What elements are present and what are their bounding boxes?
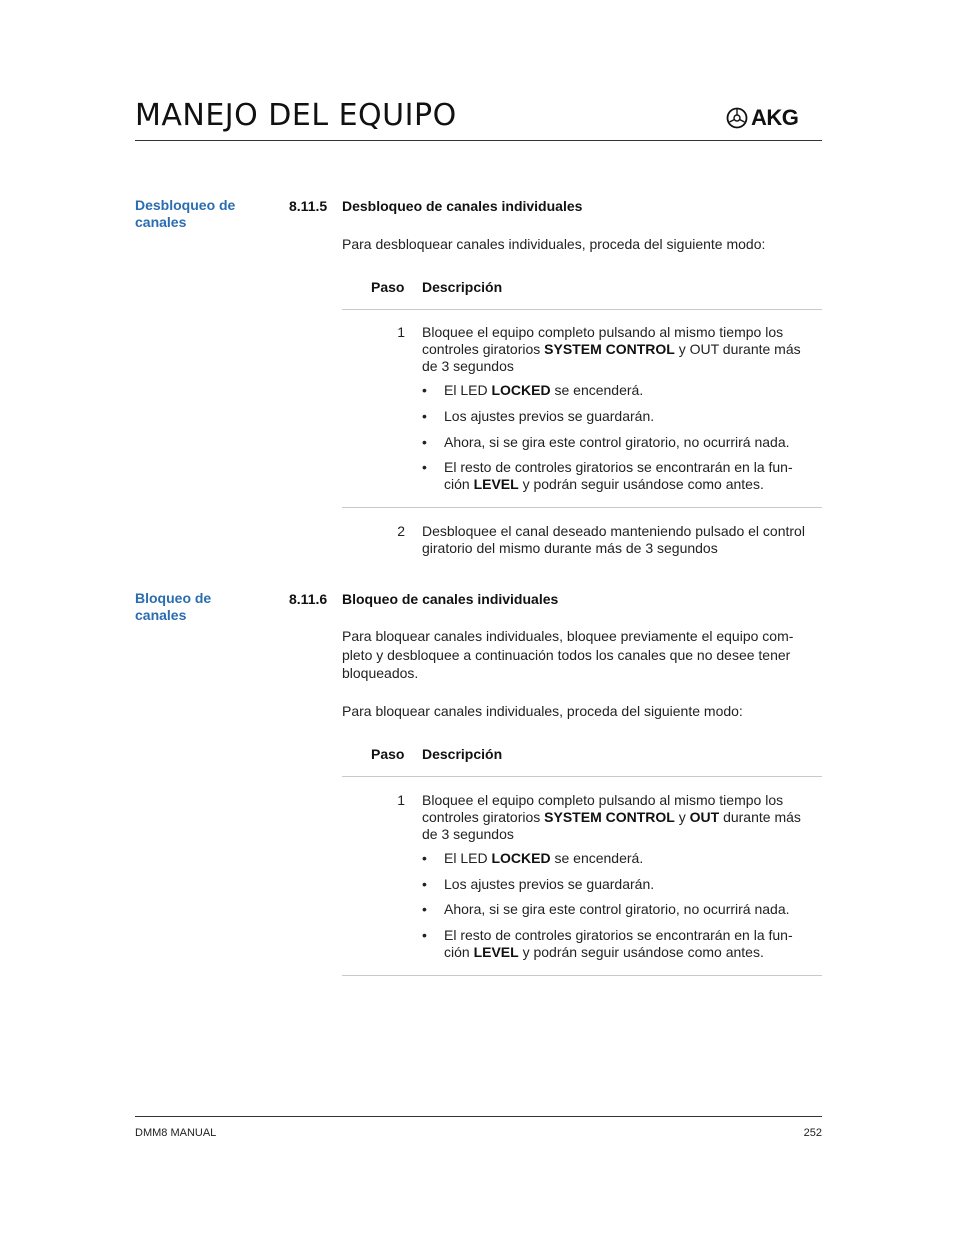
section-title: Bloqueo de canales individuales (342, 591, 559, 607)
step-description: Bloquee el equipo completo pulsando al mismo tiempo los controles giratorios SYSTEM CONTROL y OUT durante más de 3 segundos (422, 324, 801, 374)
step-number: 1 (397, 792, 405, 808)
step-number: 2 (397, 523, 405, 539)
page-title: MANEJO DEL EQUIPO (135, 98, 457, 133)
intro-paragraph: Para bloquear canales individuales, bloquee previamente el equipo com-pleto y desbloquee a continuación todos los canales que no desee tener bloqueados. (342, 628, 794, 681)
step-description: Desbloquee el canal deseado manteniendo pulsado el control giratorio del mismo durante más de 3 segundos (422, 523, 805, 556)
side-heading-unlock: Desbloqueo de canales (135, 197, 236, 230)
table-divider (342, 975, 822, 976)
section-title: Desbloqueo de canales individuales (342, 198, 583, 214)
table-header-step: Paso (371, 746, 405, 762)
logo-text: AKG (751, 105, 799, 130)
akg-emblem-icon (726, 107, 748, 129)
intro-paragraph: Para desbloquear canales individuales, proceda del siguiente modo: (342, 236, 766, 252)
table-header-step: Paso (371, 279, 405, 295)
intro-paragraph: Para bloquear canales individuales, proceda del siguiente modo: (342, 703, 743, 719)
header-divider (135, 140, 822, 141)
table-divider (342, 309, 822, 310)
table-header-description: Descripción (422, 746, 503, 762)
table-divider (342, 776, 822, 777)
step-number: 1 (397, 324, 405, 340)
table-header-description: Descripción (422, 279, 503, 295)
side-heading-lock: Bloqueo de canales (135, 590, 212, 623)
page-number: 252 (803, 1127, 822, 1139)
table-divider (342, 507, 822, 508)
section-number: 8.11.5 (289, 198, 328, 214)
step-description: Bloquee el equipo completo pulsando al mismo tiempo los controles giratorios SYSTEM CONTROL y OUT durante más de 3 segundos (422, 792, 801, 842)
footer-divider (135, 1116, 822, 1117)
section-number: 8.11.6 (289, 591, 328, 607)
footer-manual-name: DMM8 MANUAL (135, 1127, 217, 1139)
akg-logo (726, 106, 798, 130)
